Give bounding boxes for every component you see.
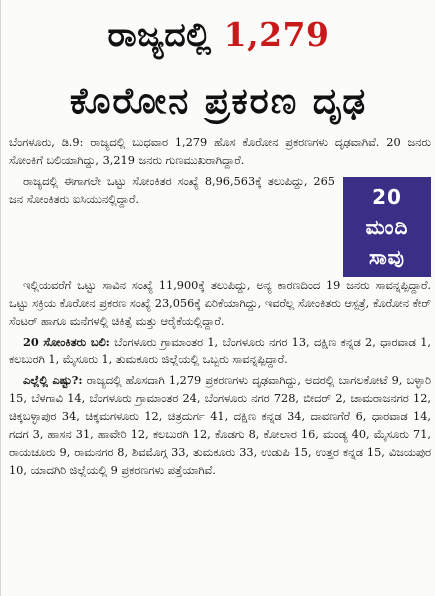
article-body	[9, 134, 431, 483]
headline-number: 1,279	[223, 15, 330, 54]
paragraph-intro: ಬೆಂಗಳೂರು, ಡಿ.9: ರಾಜ್ಯದಲ್ಲಿ ಬುಧವಾರ 1,279 ಹೊಸ ಕೊರೋನ ಪ್ರಕರಣಗಳು ದೃಢವಾಗಿವೆ. 20 ಜನರು ಸೋಂಕಿಗೆ ಬಲಿಯಾಗಿದ್ದು, 3,219 ಜನರು ಗುಣಮುಖರಾಗಿದ್ದಾರೆ.	[9, 136, 431, 167]
headline-prefix: ರಾಜ್ಯದಲ್ಲಿ	[107, 15, 212, 54]
paragraph-lead-cases: ಎಲ್ಲೆಲ್ಲಿ ಎಷ್ಟು?:	[23, 373, 83, 388]
headline-line-1	[1, 15, 435, 54]
death-count-badge	[343, 177, 431, 277]
badge-number: 20	[372, 184, 402, 209]
headline-line-2: ಕೊರೋನ ಪ್ರಕರಣ ದೃಢ	[69, 81, 368, 122]
badge-deaths: ಸಾವು	[369, 244, 405, 269]
badge-people: ಮಂದಿ	[365, 214, 409, 239]
paragraph-text: ರಾಜ್ಯದಲ್ಲಿ ಹೊಸದಾಗಿ 1,279 ಪ್ರಕರಣಗಳು ದೃಢವಾಗಿದ್ದು, ಅದರಲ್ಲಿ ಬಾಗಲಕೋಟೆ 9, ಬಳ್ಳಾರಿ 15, ಬೆಳಗಾವಿ 14, ಬೆಂಗಳೂರು ಗ್ರಾಮಾಂತರ 24, ಬೆಂಗಳೂರು ನಗರ 728, ಬೀದರ್ 2, ಚಾಮರಾಜನಗರ 12, ಚಿಕ್ಕಬಳ್ಳಾಪುರ 34, ಚಿಕ್ಕಮಗಳೂರು 12, ಚಿತ್ರದುರ್ಗ 41, ದಕ್ಷಿಣ ಕನ್ನಡ 34, ದಾವಣಗೆರೆ 6, ಧಾರವಾಡ 14, ಗದಗ 3, ಹಾಸನ 31, ಹಾವೇರಿ 12, ಕಲಬುರಗಿ 12, ಕೊಡಗು 8, ಕೋಲಾರ 16, ಮಂಡ್ಯ 40, ಮೈಸೂರು 71, ರಾಯಚೂರು 9, ರಾಮನಗರ 8, ಶಿವಮೊಗ್ಗ 33, ತುಮಕೂರು 33, ಉಡುಪಿ 15, ಉತ್ತರ ಕನ್ನಡ 15, ವಿಜಯಪುರ 10, ಯಾದಗಿರಿ ಜಿಲ್ಲೆಯಲ್ಲಿ 9 ಪ್ರಕರಣಗಳು ಪತ್ತೆಯಾಗಿವೆ.	[9, 374, 431, 477]
paragraph-text: ಬೆಂಗಳೂರು ಗ್ರಾಮಾಂತರ 1, ಬೆಂಗಳೂರು ನಗರ 13, ದಕ್ಷಿಣ ಕನ್ನಡ 2, ಧಾರವಾಡ 1, ಕಲಬುರಗಿ 1, ಮೈಸೂರು 1, ತುಮಕೂರು ಜಿಲ್ಲೆಯಲ್ಲಿ ಒಬ್ಬರು ಸಾವನ್ನಪ್ಪಿದ್ದಾರೆ.	[9, 335, 431, 367]
paragraph-total-infected	[9, 173, 343, 212]
paragraph-text: ರಾಜ್ಯದಲ್ಲಿ ಈಗಾಗಲೇ ಒಟ್ಟು ಸೋಂಕಿತರ ಸಂಖ್ಯೆ 8,96,563ಕ್ಕೆ ತಲುಪಿದ್ದು, 265 ಜನ ಸೋಂಕಿತರು ಐಸಿಯುನಲ್ಲಿದ್ದಾರೆ.	[9, 174, 335, 206]
paragraph-total-deaths: ಇಲ್ಲಿಯವರೆಗೆ ಒಟ್ಟು ಸಾವಿನ ಸಂಖ್ಯೆ 11,900ಕ್ಕೆ ತಲುಪಿದ್ದು, ಅನ್ಯ ಕಾರಣದಿಂದ 19 ಜನರು ಸಾವನ್ನಪ್ಪಿದ್ದಾರೆ. ಒಟ್ಟು ಸಕ್ರಿಯ ಕೊರೋನ ಪ್ರಕರಣ ಸಂಖ್ಯೆ 23,056ಕ್ಕೆ ಏರಿಕೆಯಾಗಿದ್ದು, ಇವರೆಲ್ಲ ಸೋಂಕಿತರು ಆಸ್ಪತ್ರೆ, ಕೊರೋನ ಕೇರ್ ಸೆಂಟರ್ ಹಾಗೂ ಮನೆಗಳಲ್ಲಿ ಚಿಕಿತ್ಸೆ ಮತ್ತು ಆರೈಕೆಯಲ್ಲಿದ್ದಾರೆ.	[9, 278, 431, 328]
paragraph-lead-deaths: 20 ಸೋಂಕಿತರು ಬಲಿ:	[23, 334, 110, 349]
paragraph-deaths-by-district	[9, 334, 431, 370]
paragraph-with-badge	[9, 173, 431, 277]
paragraph-cases-by-district	[9, 372, 431, 479]
